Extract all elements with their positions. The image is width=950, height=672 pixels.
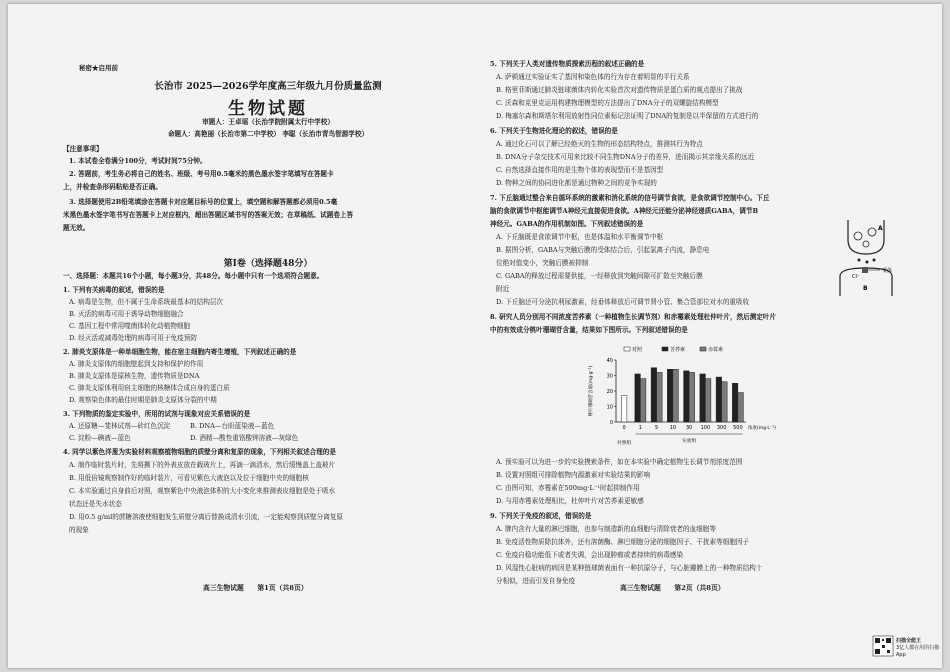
- x-tick-label: 5: [655, 425, 659, 431]
- option: D. 用0.5 g/ml的蔗糖溶液使细胞发生质壁分离后替换成清水引流，一定能观察到质壁分离复原: [69, 513, 344, 521]
- option: D. 经灭活或减毒处理的病毒可用于免疫预防: [69, 334, 197, 342]
- option: 位绝对值变小，突触后膜被抑制: [496, 259, 589, 267]
- option: A. 通过化石可以了解已经绝灭的生物的形态结构特点，推测其行为特点: [496, 140, 703, 148]
- option: A. 肺炎支原体的细胞壁起到支持和保护的作用: [69, 360, 204, 368]
- bar: [684, 371, 690, 422]
- notice-line: 3. 选择题使用2B铅笔填涂在答题卡对应题目标号的位置上，填空题和解答题都必须用0.5毫: [69, 198, 338, 206]
- subject-title: 生物试题: [228, 99, 308, 119]
- scanner-brand: 扫描全能王: [896, 638, 922, 644]
- option: C. 免疫自稳功能低下或者失调，会出现肿瘤或者持续的病毒感染: [496, 551, 684, 559]
- bar: [722, 382, 728, 422]
- option: A. 脾内含有大量的淋巴细胞，也参与制造新的血细胞与清除衰老的血细胞等: [496, 525, 716, 533]
- option: C. 淀粉—碘液—蓝色 D. 酒精—酸性重铬酸钾溶液—灰绿色: [69, 434, 299, 442]
- exam-sheet: [8, 4, 942, 668]
- legend-swatch: [700, 347, 706, 351]
- option: D. 观察染色体的最佳时期是肺炎支原体分裂的中期: [69, 396, 217, 404]
- option: A. 病毒是生物，但不属于生命系统最基本的结构层次: [69, 298, 224, 306]
- label-cl: Cl⁻: [852, 274, 860, 280]
- x-axis-label: 浓度(mg·L⁻¹): [748, 426, 776, 431]
- bar: [716, 377, 722, 422]
- option: D. 梅塞尔森和斯塔尔利用放射性同位素标记法证明了DNA的复制是以半保留的方式进行的: [496, 112, 759, 120]
- option: D. 与用赤霉素处理相比，杜仲叶片对苦荞素更敏感: [496, 497, 644, 505]
- x-tick-label: 30: [685, 425, 693, 431]
- question-stem: 7. 下丘脑通过整合来自循环系统的激素和消化系统的信号调节食欲，是食欲调节控制中心。下丘: [490, 194, 770, 202]
- synapse-figure: [826, 218, 906, 298]
- legend-label: 苦荞素: [670, 347, 686, 353]
- option: 分相似，进而引发自身免疫: [496, 577, 576, 585]
- group-label-experiment: 实验组: [681, 439, 697, 444]
- question-stem: 4. 同学以紫色洋葱为实验材料观察植物细胞的质壁分离和复原的现象，下列相关叙述合理的是: [63, 448, 336, 456]
- option: A. 还原糖—斐林试剂—砖红色沉淀 B. DNA—台盼蓝染液—蓝色: [69, 422, 275, 430]
- question-stem: 6. 下列关于生物进化理论的叙述，错误的是: [490, 127, 618, 135]
- bar: [621, 396, 627, 422]
- y-axis-label: 桃叶珊瑚苷含量(mg·g⁻¹): [589, 365, 594, 417]
- option: 状态还是失水状态: [69, 500, 122, 508]
- label-a: A: [878, 225, 883, 232]
- x-tick-label: 500: [733, 425, 743, 431]
- scanner-sub: 3亿人都在用的扫描App: [896, 645, 940, 658]
- qr-code-icon: [873, 636, 893, 656]
- question-stem: 神经元。GABA的作用机制如图。下列叙述错误的是: [490, 220, 644, 228]
- bar: [657, 372, 663, 422]
- secret-mark: 秘密★启用前: [79, 64, 118, 72]
- question-stem: 9. 下列关于免疫的叙述，错误的是: [490, 512, 592, 520]
- notice-title: 【注意事项】: [63, 145, 103, 153]
- option: C. 本实验通过自身前后对照，观察紫色中央液泡体积的大小变化来推测表皮细胞是处于吸水: [69, 487, 336, 495]
- option: B. 设置对照组可排除植物内源激素对实验结果的影响: [496, 471, 651, 479]
- question-stem: 脑的食欲调节中枢能调节A神经元直接促进食欲。A神经元还能分泌神经递质GABA，调节B: [490, 207, 759, 215]
- option: B. 免疫活性物质除抗体外，还有溶菌酶、淋巴细胞分泌的细胞因子、干扰素等细胞因子: [496, 538, 750, 546]
- option: 附近: [496, 285, 510, 293]
- option: C. 基因工程中常用噬菌体转化动植物细胞: [69, 322, 191, 330]
- chart-svg: [584, 344, 776, 452]
- question-stem: 5. 下列关于人类对遗传物质探索历程的叙述正确的是: [490, 60, 645, 68]
- bar: [738, 393, 744, 422]
- bar-chart: [584, 344, 776, 452]
- page-2: [490, 4, 910, 668]
- option: B. DNA分子杂交技术可用来比较不同生物DNA分子的差异，进而揭示其亲缘关系的远近: [496, 153, 755, 161]
- x-tick-label: 0: [622, 425, 626, 431]
- notice-line: 2. 答题前，考生务必将自己的姓名、班级、考号用0.5毫米的黑色墨水签字笔填写在答题卡: [69, 170, 334, 178]
- legend-swatch: [662, 347, 668, 351]
- option: B. 格里菲斯通过肺炎链球菌体内转化实验首次对遗传物质是蛋白质的观点提出了挑战: [496, 86, 743, 94]
- notice-line: 题无效。: [63, 224, 90, 232]
- question-stem: 2. 肺炎支原体是一种单细胞生物，能在宿主细胞内寄生增殖，下列叙述正确的是: [63, 348, 297, 356]
- exam-title: 长治市 2025—2026学年度高三年级九月份质量监测: [154, 81, 382, 92]
- option: C. 肺炎支原体利用宿主细胞的核糖体合成自身的蛋白质: [69, 384, 230, 392]
- bar: [651, 368, 657, 422]
- y-tick-label: 20: [606, 389, 613, 395]
- bar: [640, 379, 646, 422]
- option: C. 沃森和克里克运用构建物理模型的方法提出了DNA分子的双螺旋结构模型: [496, 99, 719, 107]
- reviewer: 审题人：王卓瑶（长治学院附属太行中学校）: [202, 118, 334, 126]
- section-intro: 一、选择题：本题共16个小题，每小题3分，共48分。每小题中只有一个选项符合题意。: [63, 272, 324, 280]
- question-stem: 3. 下列物质的鉴定实验中，所用的试剂与现象对应关系错误的是: [63, 410, 251, 418]
- bar: [689, 372, 695, 422]
- option: B. 用低倍镜观察制作好的临时装片，可看见紫色大液泡以及位于细胞中央的细胞核: [69, 474, 309, 482]
- x-tick-label: 10: [669, 425, 677, 431]
- bar: [732, 383, 738, 422]
- page-footer: 高三生物试题 第2页（共8页）: [620, 584, 725, 592]
- y-tick-label: 40: [606, 358, 613, 364]
- notice-line: 上，并检查条形码粘贴是否正确。: [63, 183, 162, 191]
- question-stem: 8. 研究人员分别用不同浓度苦荞素（一种植物生长调节剂）和赤霉素处理杜仲叶片，然后测定叶片: [490, 313, 777, 321]
- authors: 命题人：高艳丽（长治市第二中学校） 李聪（长治市青鸟智源学校）: [167, 130, 369, 138]
- synapse-diagram: [826, 218, 906, 298]
- group-label-control: 对照组: [616, 441, 632, 446]
- question-stem: 中的有效成分桃叶珊瑚苷含量，结果如下图所示。下列叙述错误的是: [490, 326, 688, 334]
- option: B. 据图分析，GABA与突触后膜的受体结合后，引起氯离子内流，静息电: [496, 246, 710, 254]
- option: 的现象: [69, 526, 89, 534]
- bar: [700, 374, 706, 422]
- part-title: 第Ⅰ卷（选择题48分）: [223, 259, 313, 269]
- bar: [673, 369, 679, 422]
- legend-swatch: [624, 347, 630, 351]
- x-tick-label: 300: [716, 425, 727, 431]
- option: C. GABA的释放过程需要供能，一经释放到突触间隙可扩散至突触后膜: [496, 272, 703, 280]
- page-1: [63, 4, 473, 668]
- x-tick-label: 1: [638, 425, 642, 431]
- question-stem: 1. 下列有关病毒的叙述，错误的是: [63, 286, 165, 294]
- notice-line: 1. 本试卷全卷满分100分，考试时间75分钟。: [69, 157, 207, 165]
- notice-line: 米黑色墨水签字笔书写在答题卡上对应框内，超出答题区域书写的答案无效；在草稿纸、试题卷上答: [63, 211, 354, 219]
- option: A. 预实验可以为进一步的实验摸索条件，如在本实验中确定植物生长调节剂浓度范围: [496, 458, 743, 466]
- y-tick-label: 0: [609, 420, 613, 426]
- option: A. 下丘脑既是食欲调节中枢，也是体温和水平衡调节中枢: [496, 233, 664, 241]
- legend-label: 对照: [632, 347, 643, 353]
- legend-label: 赤霉素: [708, 347, 724, 353]
- option: D. 下丘脑还可分泌抗利尿激素，经垂体释放后可调节肾小管、集合管部位对水的重吸收: [496, 298, 750, 306]
- y-tick-label: 10: [606, 404, 613, 411]
- option: A. 制作临时装片时，先将撕下的外表皮放在载玻片上，再滴一滴清水，然后缓慢盖上盖玻片: [69, 461, 336, 469]
- bar: [635, 374, 641, 422]
- label-b: B: [863, 285, 868, 292]
- bar: [667, 369, 673, 422]
- bar: [705, 379, 711, 422]
- x-tick-label: 100: [700, 425, 711, 431]
- option: C. 自然选择直接作用的是生物个体的表现型而不是基因型: [496, 166, 664, 174]
- option: D. 风湿性心脏病的病因是某种链球菌表面有一种抗原分子，与心脏瓣膜上的一种物质结构十: [496, 564, 763, 572]
- label-receptor: 受体: [882, 268, 893, 274]
- y-tick-label: 30: [606, 373, 613, 380]
- option: A. 萨顿通过实验证实了基因和染色体的行为存在着明显的平行关系: [496, 73, 690, 81]
- option: C. 由图可知，赤霉素在500mg·L⁻¹时起抑制作用: [496, 484, 640, 492]
- option: B. 肺炎支原体是原核生物，遗传物质是DNA: [69, 372, 200, 380]
- option: B. 灭活的病毒可用于诱导动物细胞融合: [69, 310, 184, 318]
- page-footer: 高三生物试题 第1页（共8页）: [203, 584, 308, 592]
- scanner-watermark: [896, 638, 942, 659]
- option: D. 物种之间的协同进化都是通过物种之间的竞争实现的: [496, 179, 657, 187]
